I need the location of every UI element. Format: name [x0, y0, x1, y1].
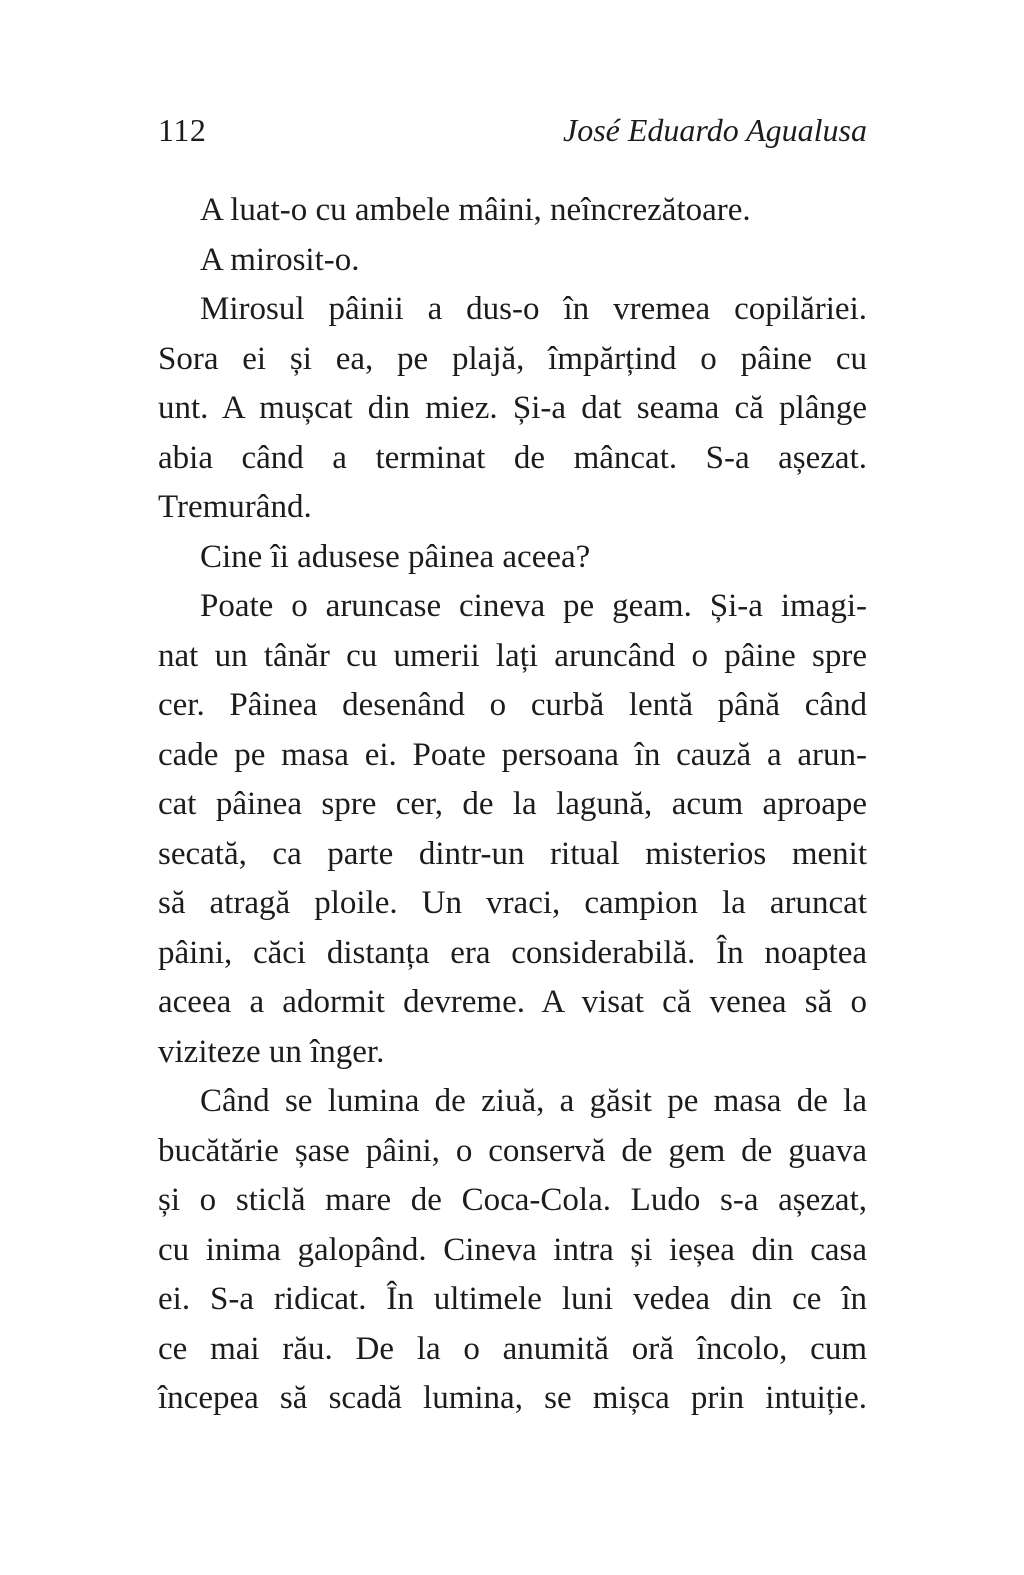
paragraph: [158, 533, 867, 583]
text-line: să atragă ploile. Un vraci, campion la aruncat: [158, 885, 867, 921]
text-line: cer. Pâinea desenând o curbă lentă până când: [158, 687, 867, 723]
text-line: unt. A mușcat din miez. Și-a dat seama că plânge: [158, 390, 867, 426]
page-number: 112: [158, 112, 207, 148]
running-header: [158, 112, 867, 148]
paragraph: [158, 186, 867, 236]
text-line: Mirosul pâinii a dus-o în vremea copilăriei.: [200, 291, 867, 327]
paragraph: [158, 582, 867, 1077]
paragraph: [158, 1077, 867, 1424]
text-line: nat un tânăr cu umerii lați aruncând o pâine spre: [158, 637, 867, 674]
text-line: Când se lumina de ziuă, a găsit pe masa de la: [200, 1083, 867, 1119]
text-line: bucătărie șase pâini, o conservă de gem de guava: [158, 1132, 867, 1169]
text-line: Sora ei și ea, pe plajă, împărțind o pâine cu: [158, 340, 867, 377]
paragraph: [158, 236, 867, 286]
text-line: cade pe masa ei. Poate persoana în cauză a arun-: [158, 736, 867, 773]
text-line: Tremurând.: [158, 489, 312, 525]
text-line: secată, ca parte dintr-un ritual misterios menit: [158, 835, 867, 872]
text-line: abia când a terminat de mâncat. S-a așezat.: [158, 439, 867, 476]
body-text: [158, 186, 867, 1424]
text-line: cu inima galopând. Cineva intra și ieșea din casa: [158, 1231, 867, 1268]
text-line: Cine îi adusese pâinea aceea?: [200, 538, 591, 575]
text-line: și o sticlă mare de Coca-Cola. Ludo s-a așezat,: [158, 1182, 867, 1218]
text-line: A luat-o cu ambele mâini, neîncrezătoare.: [200, 192, 751, 228]
text-line: începea să scadă lumina, se mișca prin intuiție.: [158, 1380, 867, 1416]
text-line: aceea a adormit devreme. A visat că venea să o: [158, 984, 867, 1020]
text-line: viziteze un înger.: [158, 1033, 385, 1070]
text-line: A mirosit-o.: [200, 241, 360, 278]
text-line: ei. S-a ridicat. În ultimele luni vedea din ce în: [158, 1281, 867, 1317]
text-line: pâini, căci distanța era considerabilă. În noaptea: [158, 934, 867, 971]
text-line: Poate o aruncase cineva pe geam. Și-a imagi-: [200, 588, 867, 624]
text-line: cat pâinea spre cer, de la lagună, acum aproape: [158, 786, 867, 822]
running-title: José Eduardo Agualusa: [563, 112, 867, 148]
text-line: ce mai rău. De la o anumită oră încolo, cum: [158, 1330, 867, 1367]
paragraph: [158, 285, 867, 533]
